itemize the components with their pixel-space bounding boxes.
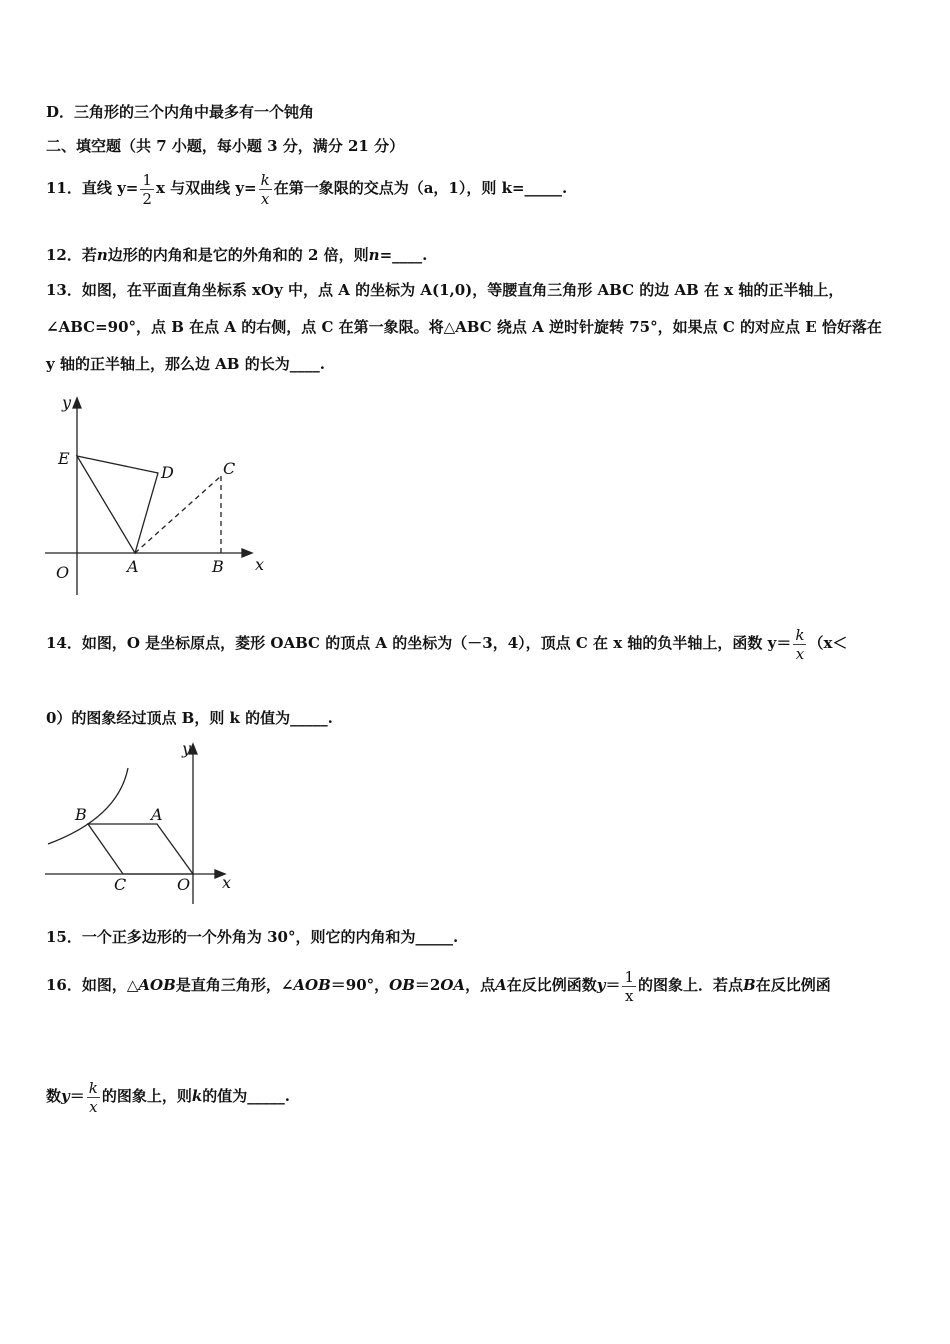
fig14-hyperbola [48, 768, 128, 844]
fig13-label-d: D [161, 463, 174, 482]
q16-text-6: 在反比例函数 [506, 976, 597, 994]
q16-frac1-den: x [622, 986, 636, 1005]
q12-text-2: 边形的内角和是它的外角和的 2 倍，则 [107, 246, 369, 264]
fig14-label-c: C [114, 875, 127, 894]
fig14-rhombus [88, 824, 193, 874]
q16-fraction-1x [622, 968, 636, 1005]
question-11 [46, 168, 567, 208]
q11-frac1-num: 1 [142, 170, 152, 189]
q16-text-9: 在反比例函 [755, 976, 831, 994]
q16-text-3: ＝90°， [330, 976, 390, 994]
question-13-line-2: ∠ABC=90°，点 B 在点 A 的右侧，点 C 在第一象限。将△ABC 绕点 A 逆时针旋转 75°，如果点 C 的对应点 E 恰好落在 [46, 318, 882, 336]
question-13-line-1: 13．如图，在平面直角坐标系 xOy 中，点 A 的坐标为 A(1,0)，等腰直角三角形 ABC 的边 AB 在 x 轴的正半轴上， [46, 281, 844, 299]
fig13-dashed-ac [135, 476, 221, 553]
q12-text-1: 12．若 [46, 246, 97, 264]
q16-ob: OB [389, 976, 415, 994]
question-16-line-1 [46, 965, 831, 1005]
fig13-label-o: O [56, 563, 70, 582]
fig13-triangle-ade [77, 456, 158, 553]
q12-text-3: =____. [379, 246, 428, 264]
q12-n: n [96, 246, 108, 264]
q11-frac2-den: x [259, 189, 272, 208]
q11-text-3: 在第一象限的交点为（a，1），则 k=_____. [273, 179, 568, 197]
question-15: 15．一个正多边形的一个外角为 30°，则它的内角和为_____. [46, 928, 459, 946]
q14-fraction-kx [793, 626, 806, 663]
question-16-line-2 [46, 1076, 290, 1116]
q14-text-2: （x＜ [808, 634, 848, 652]
q14-frac-num: k [795, 625, 805, 644]
q16-oa: OA [440, 976, 466, 994]
q16-frac2-den: x [87, 1097, 100, 1116]
fig14-label-x: x [222, 873, 232, 892]
q11-frac1-den: 2 [142, 189, 152, 208]
fig13-label-x: x [255, 555, 265, 574]
question-12 [46, 245, 427, 265]
q14-text-1: 14．如图，O 是坐标原点，菱形 OABC 的顶点 A 的坐标为（－3，4），顶点 C 在 x 轴的负半轴上，函数 y＝ [46, 634, 792, 652]
q16-text-13: 的值为_____. [202, 1087, 290, 1105]
q14-frac-den: x [793, 644, 806, 663]
question-14-line-1 [46, 623, 847, 663]
q16-text-5: ，点 [465, 976, 496, 994]
fig13-label-a: A [127, 557, 139, 576]
q11-fraction-kx [259, 171, 272, 208]
q16-frac1-num: 1 [624, 967, 635, 986]
fig13-label-y: y [62, 393, 72, 412]
question-14-line-2: 0）的图象经过顶点 B，则 k 的值为_____. [46, 709, 333, 727]
fig13-label-c: C [223, 459, 236, 478]
q16-y2: y [61, 1087, 70, 1105]
q16-aob: AOB [138, 976, 176, 994]
q11-text-1: 11．直线 y= [46, 179, 139, 197]
q11-frac2-num: k [260, 170, 270, 189]
q16-text-1: 16．如图，△ [46, 976, 139, 994]
fig14-label-a: A [151, 805, 163, 824]
q16-text-2: 是直角三角形，∠ [175, 976, 294, 994]
fig13-label-e: E [58, 449, 70, 468]
q16-aob-2: AOB [293, 976, 331, 994]
question-13-line-3: y 轴的正半轴上，那么边 AB 的长为____. [46, 355, 325, 373]
q16-b: B [743, 976, 756, 994]
q16-text-12: 的图象上，则 [101, 1087, 192, 1105]
q16-text-8: 的图象上．若点 [638, 976, 744, 994]
fig14-label-o: O [177, 875, 191, 894]
option-d: D．三角形的三个内角中最多有一个钝角 [46, 103, 315, 121]
section-heading: 二、填空题（共 7 小题，每小题 3 分，满分 21 分） [46, 137, 405, 155]
fig13-x-arrow [242, 549, 252, 557]
q16-y1: y [596, 976, 606, 994]
q16-fraction-kx [87, 1079, 100, 1116]
figure-13 [40, 390, 280, 605]
q16-text-11: ＝ [69, 1087, 85, 1105]
q12-n2: n [368, 246, 380, 264]
figure-14 [40, 738, 250, 906]
fig13-label-b: B [212, 557, 224, 576]
q16-text-10: 数 [46, 1087, 62, 1105]
q16-a: A [495, 976, 507, 994]
q16-text-7: ＝ [605, 976, 621, 994]
fig13-y-arrow [73, 398, 81, 408]
q11-fraction-half [140, 171, 154, 208]
fig14-label-y: y [182, 739, 192, 758]
q16-frac2-num: k [88, 1078, 98, 1097]
fig14-label-b: B [75, 805, 87, 824]
q11-text-2: x 与双曲线 y= [155, 179, 257, 197]
q16-text-4: ＝2 [414, 976, 441, 994]
q16-k: k [191, 1087, 203, 1105]
